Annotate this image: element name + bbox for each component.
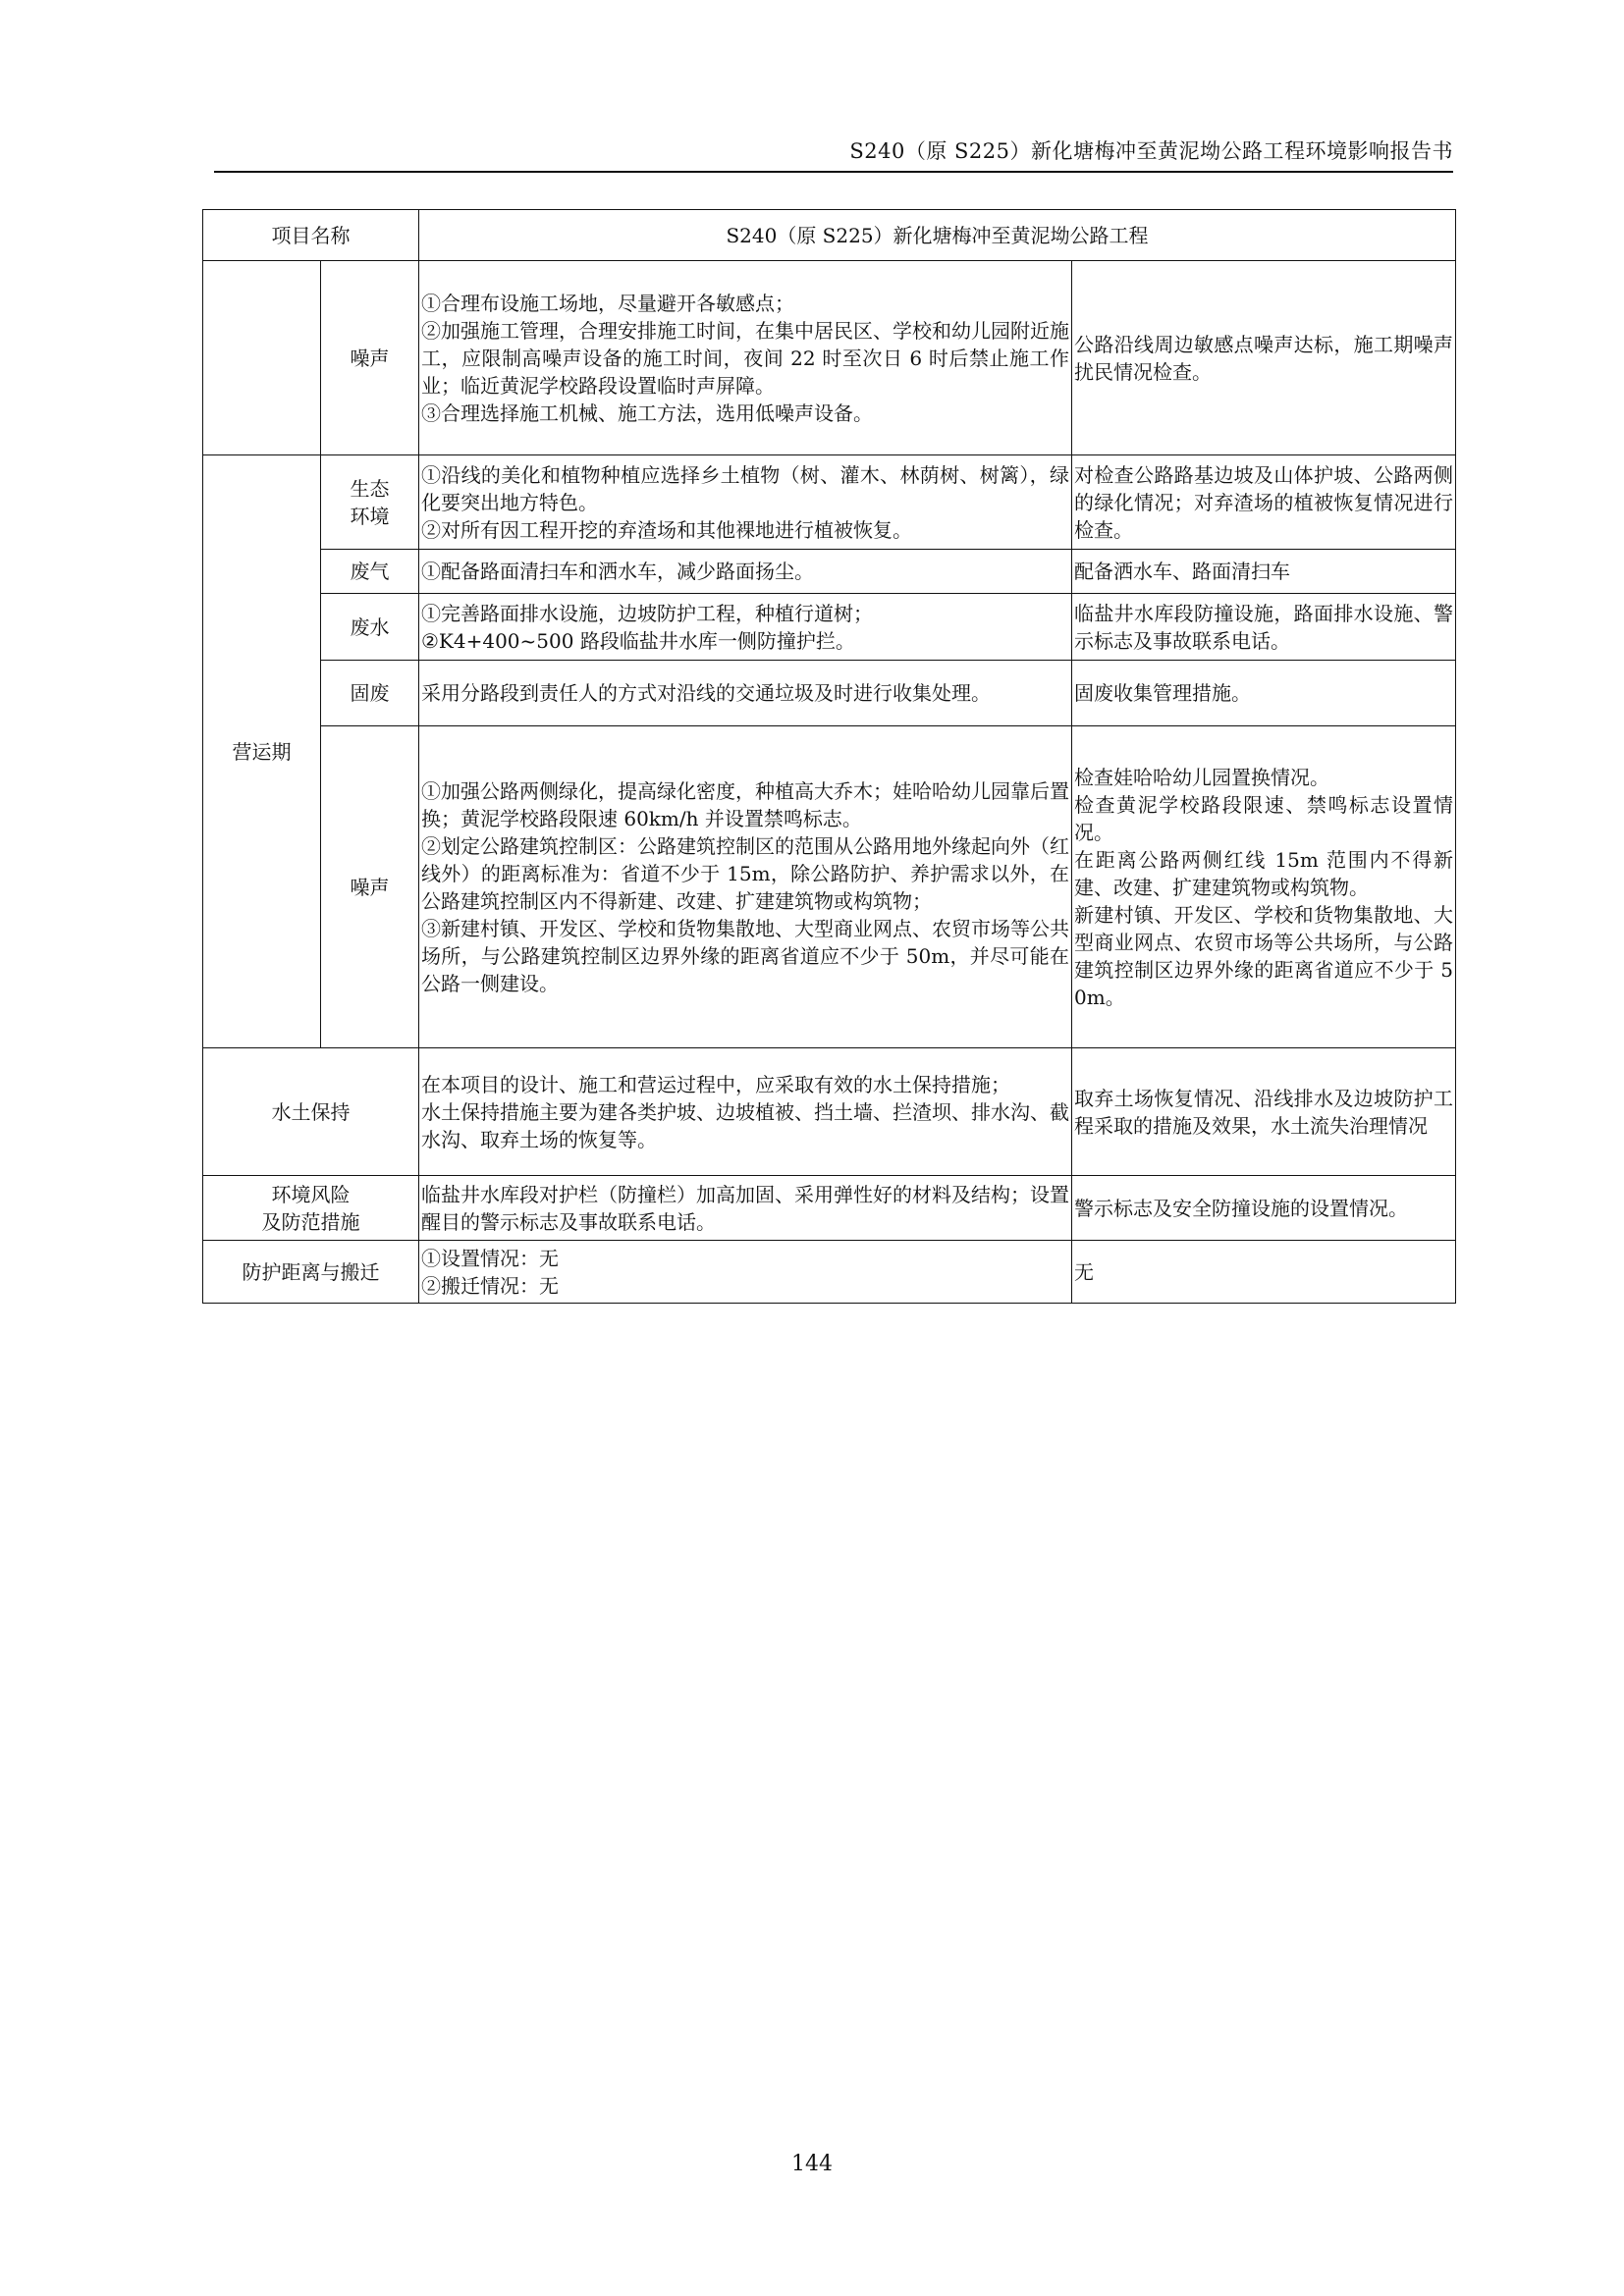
solid-waste-label: 固废 <box>321 661 419 726</box>
construction-noise-acceptance: 公路沿线周边敏感点噪声达标，施工期噪声扰民情况检查。 <box>1072 261 1456 455</box>
measure-item: ②K4+400~500 路段临盐井水库一侧防撞护拦。 <box>421 628 855 653</box>
measure-item: ①合理布设施工场地，尽量避开各敏感点； <box>421 291 794 315</box>
document-header: S240（原 S225）新化塘梅冲至黄泥坳公路工程环境影响报告书 <box>849 139 1453 163</box>
measure-item: ①设置情况：无 <box>421 1246 559 1270</box>
measure-item: ②加强施工管理，合理安排施工时间，在集中居民区、学校和幼儿园附近施工，应限制高噪声设备的施工时间，夜间 22 时至次日 6 时后禁止施工作业；临近黄泥学校路段设置临时声屏障。 <box>421 318 1069 398</box>
exhaust-acceptance: 配备洒水车、路面清扫车 <box>1072 550 1456 594</box>
project-name-value: S240（原 S225）新化塘梅冲至黄泥坳公路工程 <box>419 210 1456 261</box>
header-rule <box>214 171 1453 173</box>
exhaust-measures: ①配备路面清扫车和洒水车，减少路面扬尘。 <box>419 550 1072 594</box>
risk-label <box>203 1176 419 1241</box>
solid-waste-acceptance: 固废收集管理措施。 <box>1072 661 1456 726</box>
measure-item: 在本项目的设计、施工和营运过程中，应采取有效的水土保持措施； <box>421 1072 1010 1096</box>
measure-item: ③新建村镇、开发区、学校和货物集散地、大型商业网点、农贸市场等公共场所，与公路建筑控制区边界外缘的距离省道应不少于 50m，并尽可能在公路一侧建设。 <box>421 916 1069 995</box>
risk-label-line: 环境风险 <box>271 1182 351 1206</box>
solid-waste-row <box>203 661 1456 726</box>
page-number: 144 <box>791 2152 833 2176</box>
ecology-measures <box>419 455 1072 550</box>
soil-water-measures <box>419 1048 1072 1176</box>
measure-item: ②划定公路建筑控制区：公路建筑控制区的范围从公路用地外缘起向外（红线外）的距离标准为：省道不少于 15m，除公路防护、养护需求以外，在公路建筑控制区内不得新建、改建、扩建建筑物或构筑物； <box>421 833 1069 913</box>
wastewater-measures <box>419 594 1072 661</box>
measure-item: ①沿线的美化和植物种植应选择乡土植物（树、灌木、林荫树、树篱），绿化要突出地方特色。 <box>421 462 1069 514</box>
protection-acceptance: 无 <box>1072 1241 1456 1304</box>
soil-water-row <box>203 1048 1456 1176</box>
environmental-measures-table <box>202 209 1456 1304</box>
construction-noise-label: 噪声 <box>321 261 419 455</box>
operation-phase-label: 营运期 <box>203 455 321 1048</box>
exhaust-row <box>203 550 1456 594</box>
acceptance-item: 新建村镇、开发区、学校和货物集散地、大型商业网点、农贸市场等公共场所，与公路建筑控制区边界外缘的距离省道应不少于 50m。 <box>1074 902 1454 1009</box>
wastewater-acceptance: 临盐井水库段防撞设施，路面排水设施、警示标志及事故联系电话。 <box>1072 594 1456 661</box>
wastewater-row <box>203 594 1456 661</box>
operation-noise-measures <box>419 726 1072 1048</box>
construction-noise-row <box>203 261 1456 455</box>
protection-measures <box>419 1241 1072 1304</box>
ecology-row <box>203 455 1456 550</box>
risk-row <box>203 1176 1456 1241</box>
measure-item: ②对所有因工程开挖的弃渣场和其他裸地进行植被恢复。 <box>421 517 912 542</box>
risk-label-line: 及防范措施 <box>261 1209 360 1234</box>
wastewater-label: 废水 <box>321 594 419 661</box>
protection-row <box>203 1241 1456 1304</box>
operation-noise-acceptance <box>1072 726 1456 1048</box>
exhaust-label: 废气 <box>321 550 419 594</box>
measure-item: 水土保持措施主要为建各类护坡、边坡植被、挡土墙、拦渣坝、排水沟、截水沟、取弃土场的恢复等。 <box>421 1099 1069 1151</box>
acceptance-item: 检查娃哈哈幼儿园置换情况。 <box>1074 765 1329 789</box>
measure-item: ①完善路面排水设施，边坡防护工程，种植行道树； <box>421 601 873 625</box>
ecology-label: 生态环境 <box>321 455 419 550</box>
protection-label: 防护距离与搬迁 <box>203 1241 419 1304</box>
acceptance-item: 在距离公路两侧红线 15m 范围内不得新建、改建、扩建建筑物或构筑物。 <box>1074 847 1454 899</box>
table-head-row <box>203 210 1456 261</box>
risk-measures: 临盐井水库段对护栏（防撞栏）加高加固、采用弹性好的材料及结构；设置醒目的警示标志及事故联系电话。 <box>419 1176 1072 1241</box>
construction-phase-cell <box>203 261 321 455</box>
measure-item: ①加强公路两侧绿化，提高绿化密度，种植高大乔木；娃哈哈幼儿园靠后置换；黄泥学校路段限速 60km/h 并设置禁鸣标志。 <box>421 778 1069 830</box>
soil-water-label: 水土保持 <box>203 1048 419 1176</box>
measure-item: ②搬迁情况：无 <box>421 1273 559 1298</box>
operation-noise-label: 噪声 <box>321 726 419 1048</box>
risk-acceptance: 警示标志及安全防撞设施的设置情况。 <box>1072 1176 1456 1241</box>
soil-water-acceptance: 取弃土场恢复情况、沿线排水及边坡防护工程采取的措施及效果，水土流失治理情况 <box>1072 1048 1456 1176</box>
construction-noise-measures <box>419 261 1072 455</box>
acceptance-item: 检查黄泥学校路段限速、禁鸣标志设置情况。 <box>1074 792 1454 844</box>
measure-item: ③合理选择施工机械、施工方法，选用低噪声设备。 <box>421 400 873 425</box>
solid-waste-measures: 采用分路段到责任人的方式对沿线的交通垃圾及时进行收集处理。 <box>419 661 1072 726</box>
project-name-label: 项目名称 <box>203 210 419 261</box>
operation-noise-row <box>203 726 1456 1048</box>
ecology-acceptance: 对检查公路路基边坡及山体护坡、公路两侧的绿化情况；对弃渣场的植被恢复情况进行检查。 <box>1072 455 1456 550</box>
